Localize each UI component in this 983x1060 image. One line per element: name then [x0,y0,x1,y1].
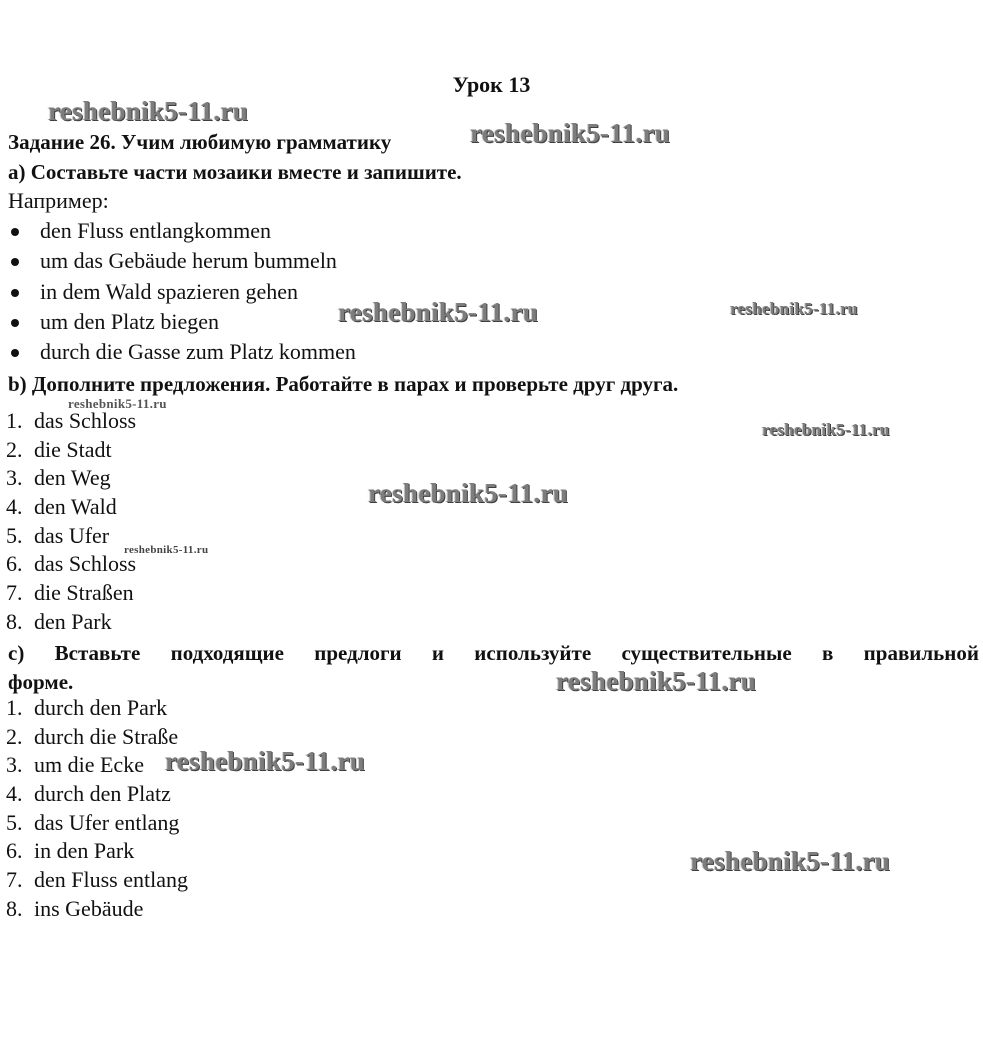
bullet-icon [11,289,19,297]
watermark: reshebnik5-11.ru [730,299,858,318]
list-item: 1. das Schloss [6,408,137,433]
watermark: reshebnik5-11.ru [690,846,891,876]
watermark: reshebnik5-11.ru [470,118,671,148]
watermark: reshebnik5-11.ru [68,396,167,411]
watermark: reshebnik5-11.ru [48,96,249,126]
list-item: 2. die Stadt [6,436,112,462]
bullet-icon [11,349,19,357]
list-item: den Fluss entlangkommen [8,216,356,246]
list-item: um den Platz biegen [8,307,356,337]
list-item: um das Gebäude herum bummeln [8,246,356,276]
example-label: Например: [8,188,109,213]
list-item: 7. die Straßen [6,580,134,606]
list-item: 7. den Fluss entlang [6,867,188,893]
part-c-heading: c) Вставьте подходящие предлоги и используйте существительные в правильной [8,641,979,665]
list-item: durch die Gasse zum Platz kommen [8,337,356,367]
list-item: 6. in den Park [6,838,135,864]
list-item: 1. durch den Park [6,695,168,720]
bullet-icon [11,319,19,327]
list-item: 3. um die Ecke [6,752,144,778]
list-item: 8. ins Gebäude [6,895,144,921]
list-item: 3. den Weg [6,465,111,491]
watermark: reshebnik5-11.ru [165,746,366,776]
part-a-heading: a) Составьте части мозаики вместе и запишите. [8,160,462,184]
watermark: reshebnik5-11.ru [368,478,569,508]
part-c-list [6,694,188,924]
bullet-icon [11,228,19,236]
part-b-list [6,407,136,637]
list-item: 5. das Ufer [6,522,110,548]
list-item: 4. den Wald [6,494,117,520]
watermark: reshebnik5-11.ru [556,666,757,696]
bullet-icon [11,258,19,266]
example-list [8,216,356,367]
watermark: reshebnik5-11.ru [338,297,539,327]
list-item: 2. durch die Straße [6,723,179,749]
watermark: reshebnik5-11.ru [762,420,890,439]
part-b-heading: b) Дополните предложения. Работайте в парах и проверьте друг друга. [8,372,679,396]
list-item: 6. das Schloss [6,551,137,577]
list-item: 8. den Park [6,608,112,634]
list-item: in dem Wald spazieren gehen [8,277,356,307]
lesson-title: Урок 13 [452,72,531,97]
list-item: 4. durch den Platz [6,781,171,807]
task-heading: Задание 26. Учим любимую грамматику [8,130,392,154]
part-c-heading-cont: форме. [8,670,74,694]
list-item: 5. das Ufer entlang [6,809,180,835]
watermark: reshebnik5-11.ru [124,544,209,556]
